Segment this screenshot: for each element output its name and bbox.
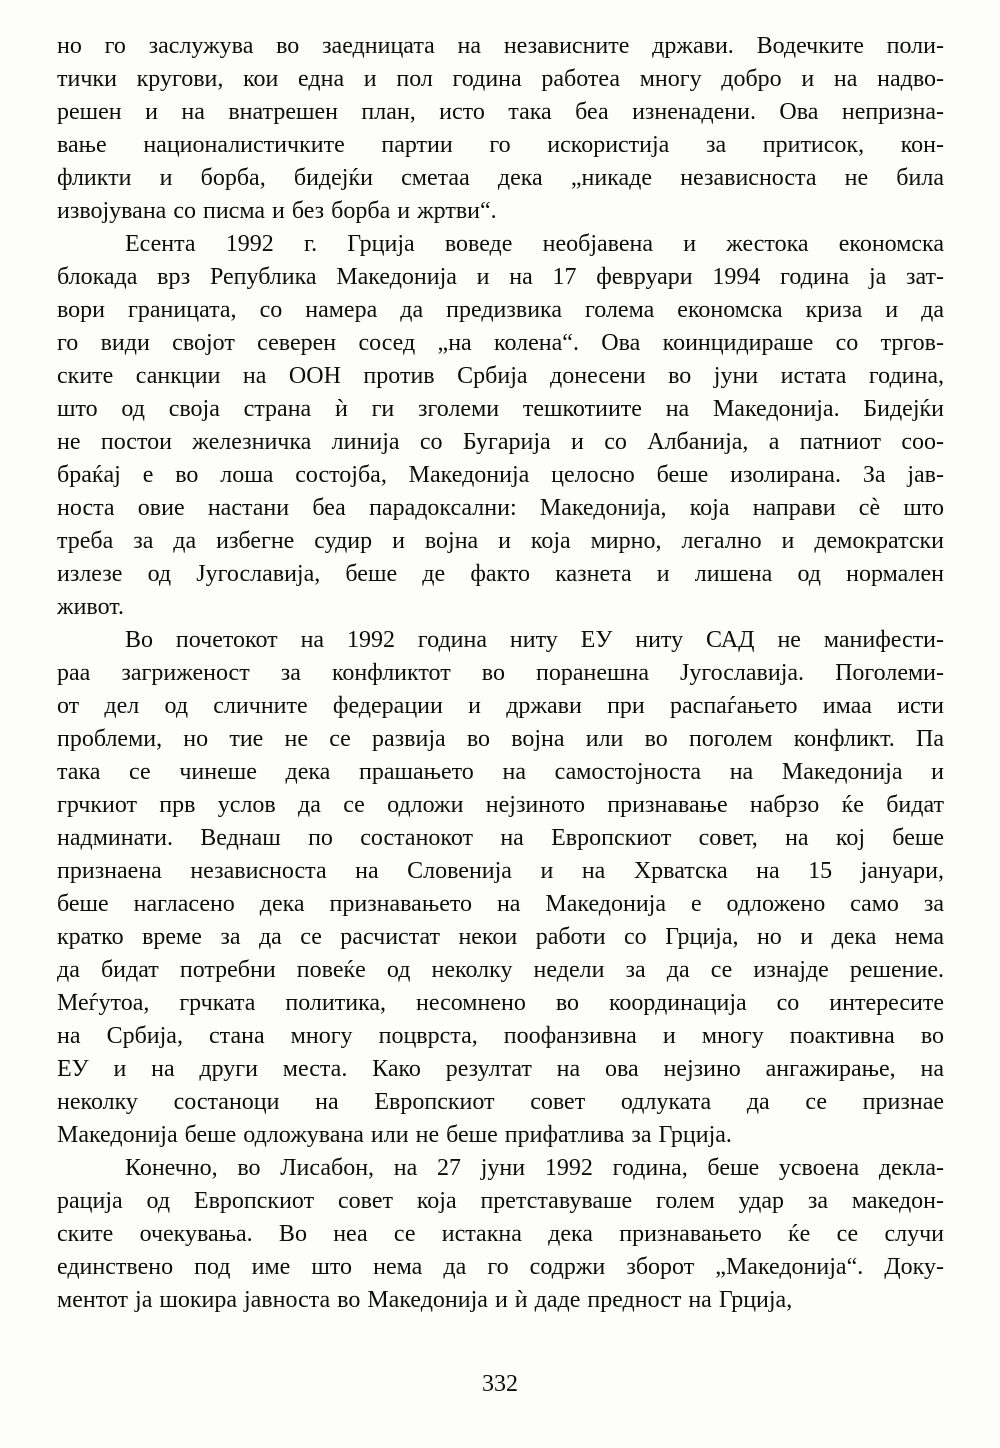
text-line: ските санкции на ООН против Србија донесени во јуни истата година, bbox=[57, 363, 944, 389]
text-line: признаена независноста на Словенија и на Хрватска на 15 јануари, bbox=[57, 858, 944, 884]
text-line: треба за да избегне судир и војна и која мирно, легално и демократски bbox=[57, 528, 944, 554]
text-line: носта овие настани беа парадоксални: Македонија, која направи сè што bbox=[57, 495, 944, 521]
text-line: фликти и борба, бидејќи сметаа дека „никаде независноста не била bbox=[57, 165, 944, 191]
text-line: ските очекувања. Во неа се истакна дека признавањето ќе се случи bbox=[57, 1221, 944, 1247]
text-line: така се чинеше дека прашањето на самостојноста на Македонија и bbox=[57, 759, 944, 785]
text-line: да бидат потребни повеќе од неколку недели за да се изнајде решение. bbox=[57, 957, 944, 983]
text-line: го види својот северен сосед „на колена“. Ова коинцидираше со тргов- bbox=[57, 330, 944, 356]
text-line: вори границата, со намера да предизвика голема економска криза и да bbox=[57, 297, 944, 323]
text-line: браќај е во лоша состојба, Македонија целосно беше изолирана. За јав- bbox=[57, 462, 944, 488]
text-line: раа загриженост за конфликтот во поранешна Југославија. Поголеми- bbox=[57, 660, 944, 686]
text-line: рација од Европскиот совет која претставуваше голем удар за македон- bbox=[57, 1188, 944, 1214]
text-line: не постои железничка линија со Бугарија и со Албанија, а патниот соо- bbox=[57, 429, 944, 455]
paragraph bbox=[57, 228, 944, 624]
text-line: ментот ја шокира јавноста во Македонија и ѝ даде предност на Грција, bbox=[57, 1287, 793, 1313]
paragraph bbox=[57, 30, 944, 228]
text-line: Меѓутоа, грчката политика, несомнено во координација со интересите bbox=[57, 990, 944, 1016]
text-line: Македонија беше одложувана или не беше прифатлива за Грција. bbox=[57, 1122, 732, 1148]
paragraph bbox=[57, 1152, 944, 1317]
text-line: решен и на внатрешен план, исто така беа изненадени. Ова непризна- bbox=[57, 99, 944, 125]
text-line: што од своја страна ѝ ги зголеми тешкотиите на Македонија. Бидејќи bbox=[57, 396, 944, 422]
text-line: проблеми, но тие не се развија во војна или во поголем конфликт. Па bbox=[57, 726, 944, 752]
text-line: надминати. Веднаш по состанокот на Европскиот совет, на кој беше bbox=[57, 825, 944, 851]
text-line: кратко време за да се расчистат некои работи со Грција, но и дека нема bbox=[57, 924, 944, 950]
page-number: 332 bbox=[482, 1371, 518, 1397]
text-line: Есента 1992 г. Грција воведе необјавена и жестока економска bbox=[125, 231, 944, 257]
text-line: от дел од сличните федерации и држави при распаѓањето имаа исти bbox=[57, 693, 944, 719]
text-line: Конечно, во Лисабон, на 27 јуни 1992 година, беше усвоена декла- bbox=[125, 1155, 944, 1181]
text-line: грчкиот прв услов да се одложи нејзиното признавање набрзо ќе бидат bbox=[57, 792, 944, 818]
paragraph bbox=[57, 624, 944, 1152]
text-line: но го заслужува во заедницата на независните држави. Водечките поли- bbox=[57, 33, 944, 59]
text-line: тички кругови, кои една и пол година работеа многу добро и на надво- bbox=[57, 66, 944, 92]
text-line: извојувана со писма и без борба и жртви“. bbox=[57, 198, 497, 224]
text-line: на Србија, стана многу поцврста, поофанзивна и многу поактивна во bbox=[57, 1023, 944, 1049]
text-line: блокада врз Република Македонија и на 17 февруари 1994 година ја зат- bbox=[57, 264, 944, 290]
text-line: единствено под име што нема да го содржи зборот „Македонија“. Доку- bbox=[57, 1254, 944, 1280]
text-line: вање националистичките партии го искористија за притисок, кон- bbox=[57, 132, 944, 158]
text-line: неколку состаноци на Европскиот совет одлуката да се признае bbox=[57, 1089, 944, 1115]
text-line: излезе од Југославија, беше де факто казнета и лишена од нормален bbox=[57, 561, 944, 587]
text-line: Во почетокот на 1992 година ниту ЕУ ниту САД не манифести- bbox=[125, 627, 944, 653]
text-line: ЕУ и на други места. Како резултат на ова нејзино ангажирање, на bbox=[57, 1056, 944, 1082]
text-line: беше нагласено дека признавањето на Македонија е одложено само за bbox=[57, 891, 944, 917]
text-line: живот. bbox=[57, 594, 124, 620]
body-text bbox=[57, 30, 944, 1317]
